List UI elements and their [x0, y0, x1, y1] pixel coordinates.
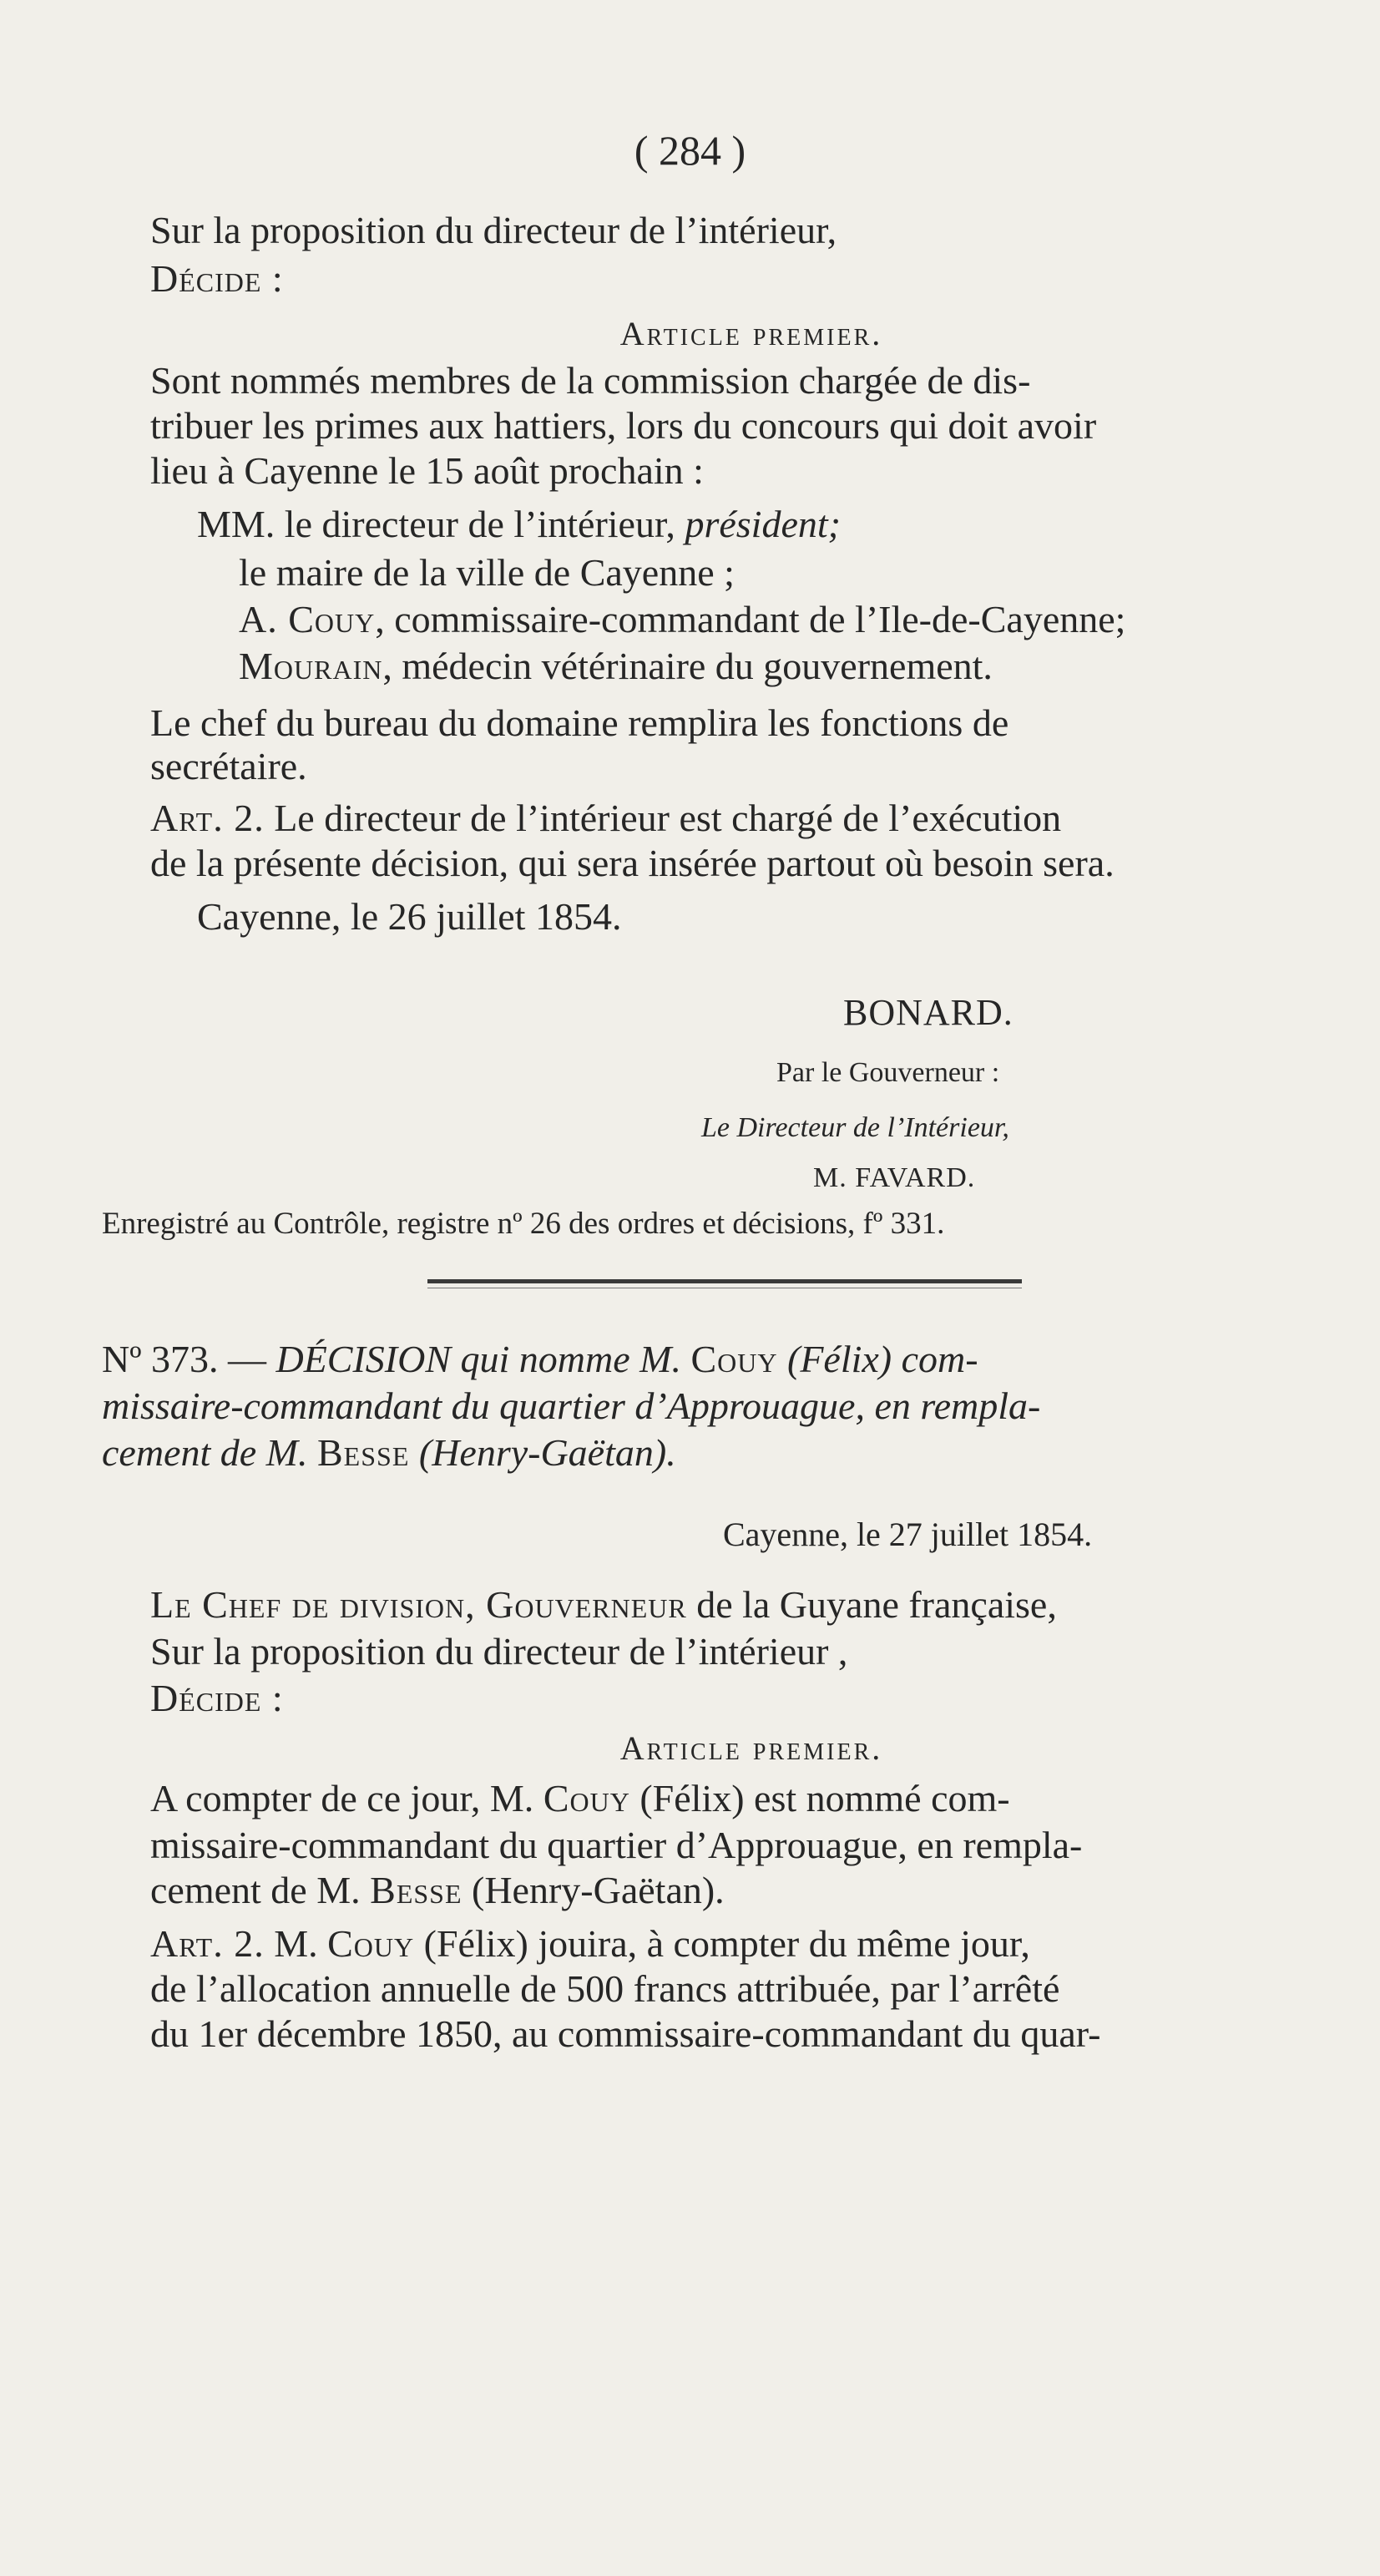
- decide-label: Décide :: [150, 257, 284, 300]
- proposition-line: Sur la proposition du directeur de l’intérieur,: [150, 209, 837, 251]
- art2-line: [150, 795, 1352, 842]
- registration-line: Enregistré au Contrôle, registre nº 26 des ordres et décisions, fº 331.: [102, 1207, 945, 1241]
- signature: BONARD.: [843, 992, 1014, 1033]
- decision-title: cement de M. Besse (Henry-Gaëtan).: [102, 1431, 676, 1474]
- member-line: [239, 643, 1352, 690]
- directeur-line: Le Directeur de l’Intérieur,: [701, 1112, 1009, 1143]
- member-title: , médecin vétérinaire du gouvernement.: [382, 645, 993, 687]
- art2-line: de l’allocation annuelle de 500 francs attribuée, par l’arrêté: [150, 1967, 1060, 2010]
- member-line: [197, 501, 1352, 548]
- page-number: ( 284 ): [634, 127, 746, 174]
- art2-label: Art. 2.: [150, 797, 265, 839]
- article-line: cement de M. Besse (Henry-Gaëtan).: [150, 1869, 725, 1911]
- body-line: Sont nommés membres de la commission chargée de dis-: [150, 359, 1031, 402]
- member-line: [239, 596, 1352, 643]
- body-line: tribuer les primes aux hattiers, lors du concours qui doit avoir: [150, 404, 1097, 447]
- par-le-gouverneur: Par le Gouverneur :: [776, 1057, 1000, 1088]
- member-line: le maire de la ville de Cayenne ;: [239, 551, 735, 594]
- secretary-line: secrétaire.: [150, 745, 307, 787]
- art2-line: de la présente décision, qui sera insérée partout où besoin sera.: [150, 842, 1115, 884]
- body-line: lieu à Cayenne le 15 août prochain :: [150, 449, 704, 492]
- member-name: Mourain: [239, 645, 383, 687]
- art2-text: Le directeur de l’intérieur est chargé de l’exécution: [264, 797, 1062, 839]
- chef-line: Le Chef de division, Gouverneur de la Guyane française,: [150, 1583, 1057, 1626]
- member-name: A. Couy: [239, 598, 376, 640]
- member-title: , commissaire-commandant de l’Ile-de-Cayenne;: [375, 598, 1126, 640]
- favard: M. FAVARD.: [813, 1162, 976, 1193]
- member-role: président;: [685, 503, 841, 545]
- decide-label: Décide :: [150, 1677, 284, 1719]
- article-heading: Article premier.: [619, 315, 883, 352]
- art2-line: Art. 2. M. Couy (Félix) jouira, à compter du même jour,: [150, 1922, 1030, 1965]
- article-heading: Article premier.: [619, 1729, 883, 1767]
- decision-title: missaire-commandant du quartier d’Approuague, en rempla-: [102, 1384, 1041, 1427]
- member-prefix: MM. le directeur de l’intérieur,: [197, 503, 685, 545]
- art2-line: du 1er décembre 1850, au commissaire-commandant du quar-: [150, 2012, 1101, 2055]
- decision-title: Nº 373. — DÉCISION qui nomme M. Couy (Félix) com-: [102, 1338, 978, 1380]
- date-line: Cayenne, le 27 juillet 1854.: [723, 1516, 1093, 1553]
- proposition-line: Sur la proposition du directeur de l’intérieur ,: [150, 1630, 848, 1673]
- separator-rule: [427, 1279, 1022, 1283]
- article-line: missaire-commandant du quartier d’Approuague, en rempla-: [150, 1824, 1083, 1866]
- article-line: A compter de ce jour, M. Couy (Félix) est nommé com-: [150, 1777, 1010, 1819]
- secretary-line: Le chef du bureau du domaine remplira les fonctions de: [150, 701, 1009, 744]
- date-line: Cayenne, le 26 juillet 1854.: [197, 895, 622, 938]
